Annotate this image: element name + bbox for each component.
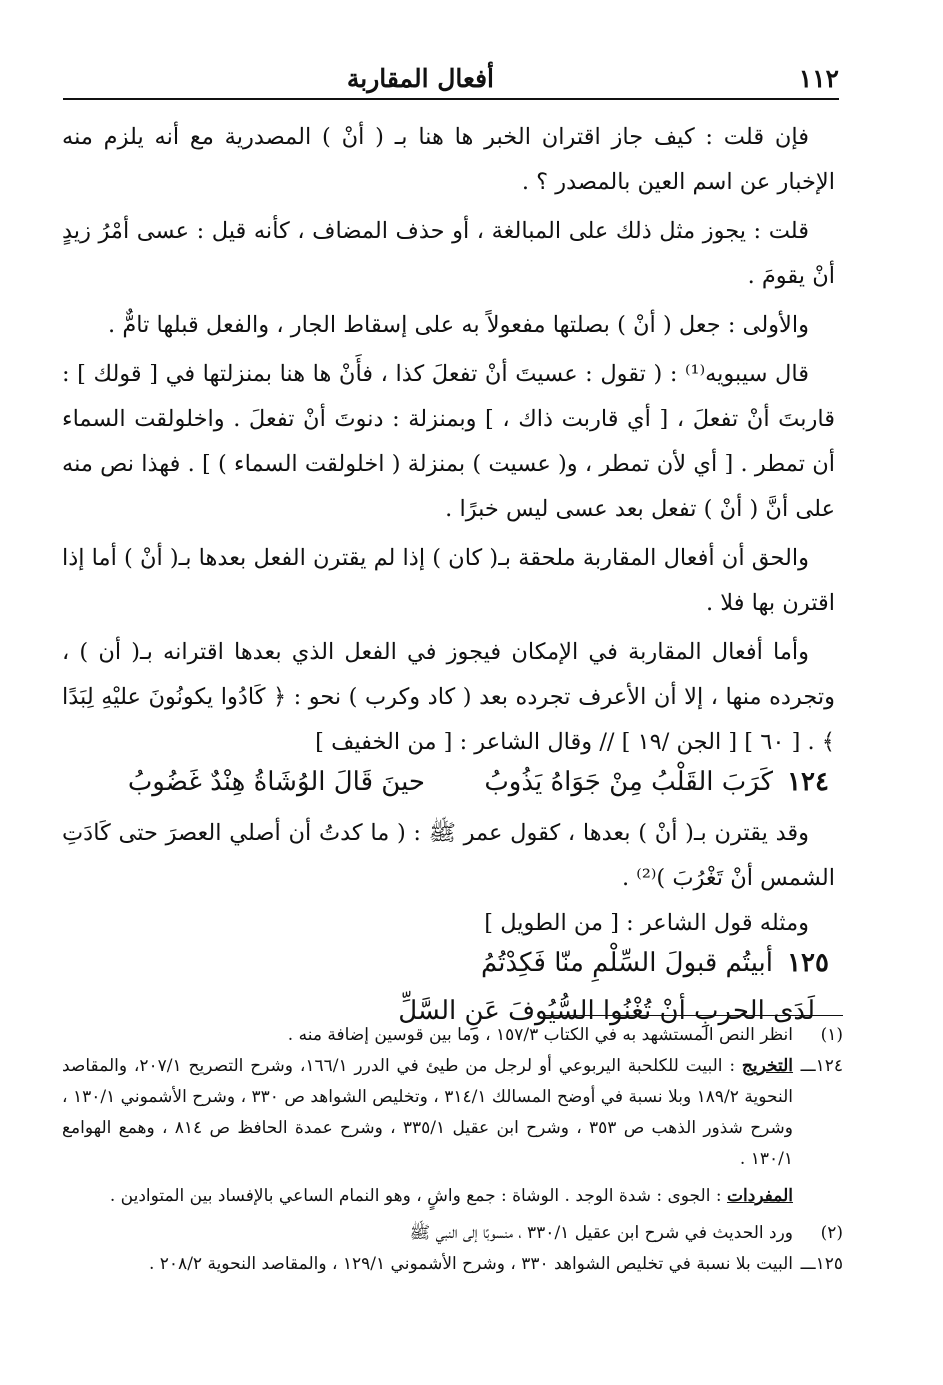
footnotes (62, 1020, 843, 1280)
chapter-title: أفعال المقاربة (346, 64, 494, 93)
footnote-1 (62, 1020, 843, 1051)
footnote-number: (٢) (820, 1223, 843, 1243)
verse-number: ١٢٤ (787, 767, 829, 797)
paragraph: والحق أن أفعال المقاربة ملحقة بـ( كان ) إذا لم يقترن الفعل بعدها بـ( أنْ ) أما إذا اقترن بها فلا . (62, 545, 835, 616)
paragraph: وأما أفعال المقاربة في الإمكان فيجوز في الفعل الذي بعدها اقترانه بـ( أن ) ، وتجرده منها ، إلا أن الأعرف تجرده بعد ( كاد وكرب ) نحو : ﴿ كَادُوا يكونُونَ عليْهِ لِبَدًا ﴾ . [ ٦٠ ] [ الجن /١٩ ] // وقال الشاعر : [ من الخفيف ] (62, 639, 835, 755)
verse-124 (62, 765, 835, 811)
paragraph: ومثله قول الشاعر : [ من الطويل ] (484, 910, 809, 936)
footnote-text (62, 1051, 793, 1175)
verse-hemistich-second: لَدَى الحربِ أنْ تُغْنُوا السُّيُوفَ عَنِ السَّلِّ (398, 996, 815, 1026)
footnote-number: ١٢٤ـــ (800, 1056, 843, 1076)
vocabulary-text: : الجوى : شدة الوجد . الوشاة : جمع واشٍ ، وهو النمام الساعي بالإفساد بين المتوادين . (109, 1186, 722, 1206)
paragraph: فإن قلت : كيف جاز اقتران الخبر ها هنا بـ ( أنْ ) المصدرية مع أنه يلزم منه الإخبار عن اسم العين بالمصدر ؟ . (62, 124, 835, 195)
verse-hemistich-first: أبيتُم قبولَ السِّلْمِ منّا فَكِدْتُمُ (480, 948, 773, 978)
footnote-text: انظر النص المستشهد به في الكتاب ١٥٧/٣ ، وما بين قوسين إضافة منه . (287, 1025, 793, 1045)
footnote-2 (62, 1218, 843, 1249)
footnote-text: البيت بلا نسبة في تخليص الشواهد ٣٣٠ ، وشرح الأشموني ١٢٩/١ ، والمقاصد النحوية ٢٠٨/٢ . (148, 1254, 793, 1274)
page-number: ١١٢ (798, 64, 839, 93)
verse-number: ١٢٥ (787, 948, 829, 978)
paragraph: والأولى : جعل ( أنْ ) بصلتها مفعولاً به على إسقاط الجار ، والفعل قبلها تامٌّ . (108, 312, 809, 338)
verse-hemistich-second: حينَ قَالَ الوُشَاةُ هِنْدٌ غَضُوبُ (127, 767, 425, 797)
footnote-number: ١٢٥ـــ (800, 1254, 843, 1274)
footnote-124 (62, 1051, 843, 1175)
footnote-text: ورد الحديث في شرح ابن عقيل ٣٣٠/١ ، منسوبًا إلى النبي ﷺ (409, 1223, 793, 1243)
main-text (62, 115, 835, 1040)
footnote-124-vocabulary (62, 1181, 843, 1212)
paragraph: قال سيبويه⁽¹⁾ : ( تقول : عسيتَ أنْ تفعلَ كذا ، فأَنْ ها هنا بمنزلتها في [ قولك ] : قاربتَ أنْ تفعلَ ، [ أي قاربت ذاك ، ] وبمنزلة : دنوتَ أنْ تفعلَ . واخلولقت السماء أن تمطر . [ أي لأن تمطر ، و( عسيت ) بمنزلة ( اخلولقت السماء ) ] . فهذا نص منه على أنَّ ( أنْ ) تفعل بعد عسى ليس خبرًا . (62, 361, 835, 522)
paragraph: قلت : يجوز مثل ذلك على المبالغة ، أو حذف المضاف ، كأنه قيل : عسى أمْرُ زيدٍ أنْ يقومَ . (62, 218, 835, 289)
takhrij-text: : البيت للكلحبة اليربوعي أو لرجل من طيئ في الدرر ١٦٦/١، وشرح التصريح ٢٠٧/١، والمقاصد النحوية ١٨٩/٢ وبلا نسبة في أوضح المسالك ٣١٤/١ ، وتخليص الشواهد ص ٣٣٠ ، وشرح الأشموني ١٣٠/١ ، وشرح شذور الذهب ص ٣٥٣ ، وشرح ابن عقيل ٣٣٥/١ ، وشرح عمدة الحافظ ص ٨١٤ ، وهمع الهوامع ١٣٠/١ . (62, 1056, 794, 1169)
verse-hemistich-first: كَرَبَ القَلْبُ مِنْ جَوَاهُ يَذُوبُ (484, 767, 773, 797)
footnote-number: (١) (820, 1025, 843, 1045)
footnote-125 (62, 1249, 843, 1280)
page-header (63, 62, 839, 100)
paragraph: وقد يقترن بـ( أنْ ) بعدها ، كقول عمر ﷺ : ( ما كدتُ أن أصلي العصرَ حتى كَادَتِ الشمس أنْ تَغْرُبَ )⁽²⁾ . (62, 820, 835, 891)
footnote-divider (543, 1015, 843, 1016)
vocabulary-label: المفردات (726, 1186, 793, 1206)
takhrij-label: التخريج (741, 1056, 794, 1076)
footnote-text (62, 1181, 843, 1212)
